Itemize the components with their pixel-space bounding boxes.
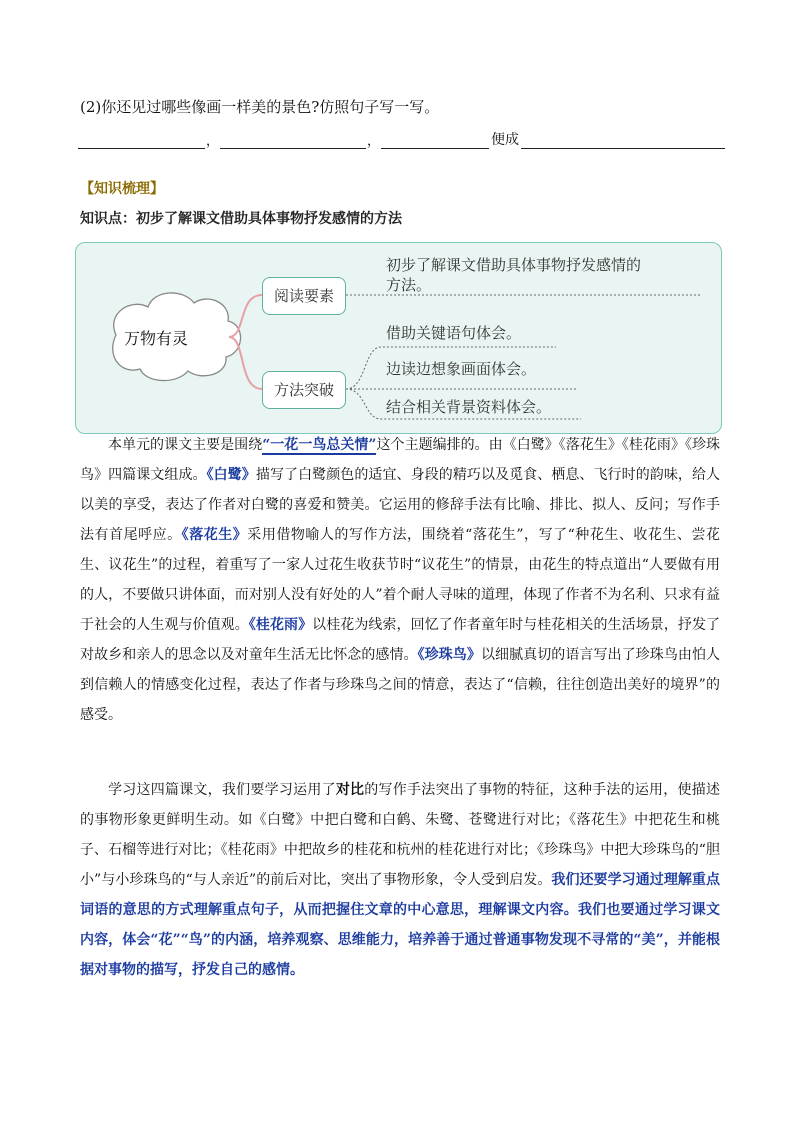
title-zhenzhuniao: 《珍珠鸟》	[417, 647, 481, 663]
mind-map	[75, 242, 722, 434]
branch-method: 方法突破	[262, 371, 346, 409]
leaf-method-1: 借助关键语句体会。	[386, 324, 522, 342]
leaf-reading-1: 初步了解课文借助具体事物抒发感情的	[386, 256, 642, 274]
text: 采用借物喻人的写作方法，围绕着“落花生”，写了“种花生、收花生、尝花生、议花生”的过程，着重写了一家人过花生收获节时“议花生”的情景，由花生的特点道出“人要做有用的人，不要做只讲体面，而对别人没有好处的人”着个耐人寻味的道理，体现了作者不为名利、只求有益于社会的人生观与价值观。	[80, 527, 721, 633]
blank-1[interactable]	[78, 131, 205, 149]
theme-highlight: “一花一鸟总关情”	[262, 437, 377, 453]
text: 本单元的课文主要是围绕	[108, 437, 263, 453]
paragraph-2	[80, 775, 720, 985]
leaf-reading-2: 方法。	[386, 276, 432, 294]
title-guihuayu: 《桂花雨》	[248, 617, 313, 633]
blank-3[interactable]	[381, 131, 489, 149]
paragraph-1	[80, 430, 720, 730]
blank-2[interactable]	[220, 131, 366, 149]
knowledge-point: 知识点：初步了解课文借助具体事物抒发感情的方法	[80, 211, 402, 227]
text: 学习这四篇课文，我们要学习运用了	[108, 782, 336, 798]
fill-in-line	[78, 129, 725, 147]
text: 描写了白鹭颜色的适宜、身段的精巧以及觅食、栖息、飞行时的韵味，给人以美的享受，表达了作者对白鹭的喜爱和赞美。它运用的修辞手法有比喻、排比、拟人、反问；写作手法有首尾呼应。	[80, 467, 721, 543]
emphasis-text: 我们还要学习通过理解重点词语的意思的方式理解重点句子，从而把握住文章的中心意思，理解课文内容。我们也要通过学习课文内容，体会“花”“鸟”的内涵，培养观察、思维能力，培养善于通过普通事物发现不寻常的“美”，并能根据对事物的描写，抒发自己的感情。	[80, 872, 720, 978]
question-prompt: (2)你还见过哪些像画一样美的景色?仿照句子写一写。	[80, 98, 440, 116]
knowledge-header: 【知识梳理】	[80, 181, 164, 197]
leaf-method-3: 结合相关背景资料体会。	[386, 398, 552, 416]
text: 以细腻真切的语言写出了珍珠鸟由怕人到信赖人的情感变化过程，表达了作者与珍珠鸟之间的情意，表达了“信赖，往往创造出美好的境界”的感受。	[80, 647, 721, 723]
then-word: 便成	[491, 132, 520, 148]
text: 以桂花为线索，回忆了作者童年时与桂花相关的生活场景，抒发了对故乡和亲人的思念以及对童年生活无比怀念的感情。	[80, 617, 721, 663]
blank-4[interactable]	[521, 131, 725, 149]
text: 这个主题编排的。由《白鹭》《落花生》《桂花雨》《珍珠鸟》四篇课文组成。	[80, 437, 720, 483]
comma: ，	[367, 134, 381, 149]
title-luohuasheng: 《落花生》	[181, 527, 248, 543]
root-node: 万物有灵	[124, 329, 189, 348]
text: 的写作手法突出了事物的特征，这种手法的运用，使描述的事物形象更鲜明生动。如《白鹭》中把白鹭和白鹤、朱鹭、苍鹭进行对比；《落花生》中把花生和桃子、石榴等进行对比；《桂花雨》中把故乡的桂花和杭州的桂花进行对比；《珍珠鸟》中把大珍珠鸟的“胆小”与小珍珠鸟的“与人亲近”的前后对比，突出了事物形象，令人受到启发。	[80, 782, 721, 888]
comma: ，	[206, 134, 220, 149]
title-bailu: 《白鹭》	[206, 467, 256, 483]
keyword-contrast: 对比	[335, 782, 365, 798]
leaf-method-2: 边读边想象画面体会。	[386, 360, 537, 378]
branch-reading-elements: 阅读要素	[262, 277, 346, 315]
